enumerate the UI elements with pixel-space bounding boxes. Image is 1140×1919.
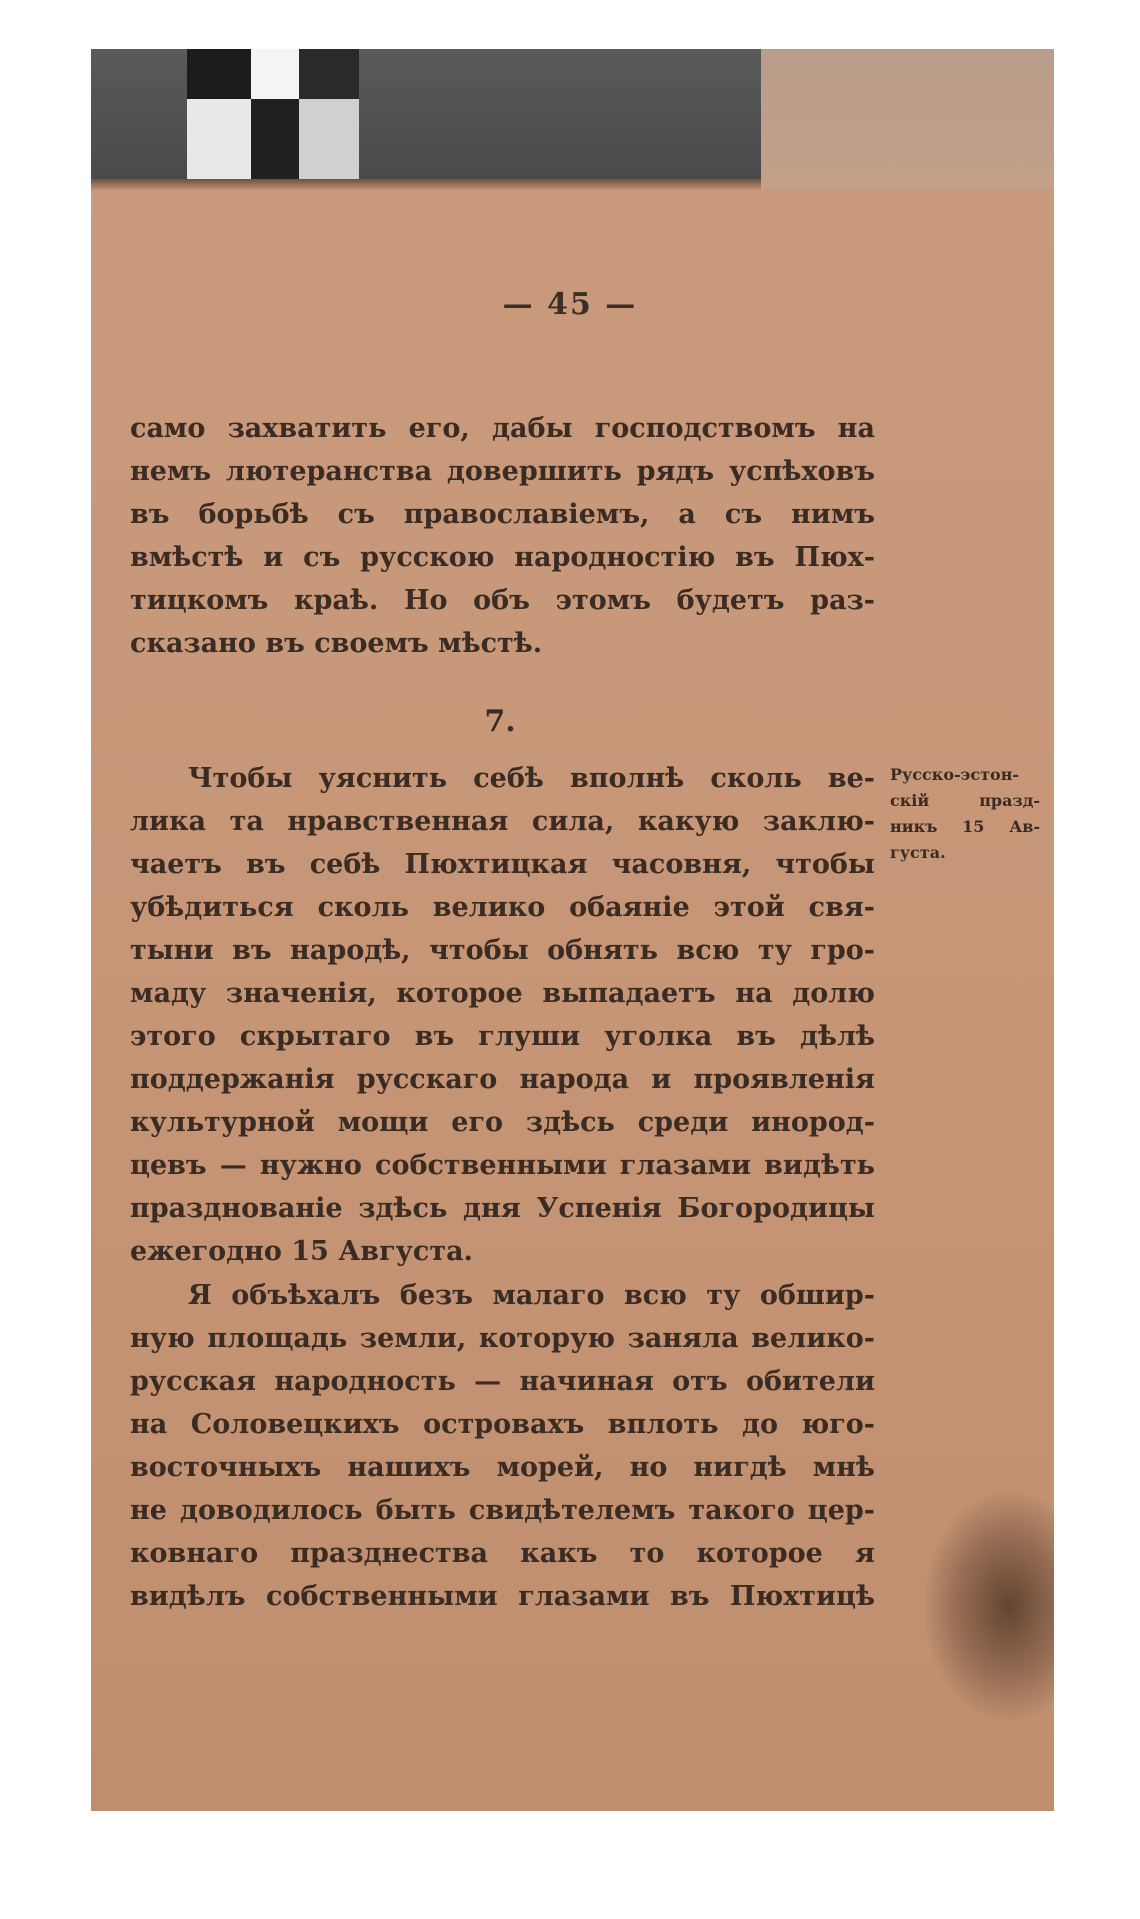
color-calibration-cell xyxy=(251,49,299,99)
scan-header-edge xyxy=(761,49,1054,189)
color-calibration-cell xyxy=(187,49,251,99)
text-line: въ борьбѣ съ православіемъ, а съ нимъ xyxy=(130,499,875,530)
color-calibration-cell xyxy=(251,99,299,179)
text-line: цевъ — нужно собственными глазами видѣть xyxy=(130,1150,875,1181)
paragraph-2 xyxy=(130,757,875,1273)
paragraph-1 xyxy=(130,407,875,665)
corner-shadow xyxy=(924,1491,1054,1721)
text-line: убѣдиться сколь велико обаяніе этой свя- xyxy=(130,892,875,923)
section-number: 7. xyxy=(484,704,516,739)
text-line: сказано въ своемъ мѣстѣ. xyxy=(130,628,543,659)
margin-note-line: никъ 15 Ав- xyxy=(890,817,1040,836)
text-line: русская народность — начиная отъ обители xyxy=(130,1366,875,1397)
text-line: на Соловецкихъ островахъ вплоть до юго- xyxy=(130,1409,875,1440)
margin-note-line: скій празд- xyxy=(890,791,1040,810)
color-calibration-cell xyxy=(299,99,359,179)
text-line: ежегодно 15 Августа. xyxy=(130,1236,473,1267)
margin-note-line: Русско-эстон- xyxy=(890,765,1020,784)
text-line: поддержанія русскаго народа и проявленія xyxy=(130,1064,875,1095)
text-line: чаетъ въ себѣ Пюхтицкая часовня, чтобы xyxy=(130,849,875,880)
scan-header-bar xyxy=(91,49,761,179)
text-line: Чтобы уяснить себѣ вполнѣ сколь ве- xyxy=(188,763,875,794)
text-line: вмѣстѣ и съ русскою народностію въ Пюх- xyxy=(130,542,875,573)
color-calibration-cell xyxy=(187,99,251,179)
scan-header-shadow xyxy=(91,179,761,191)
text-line: этого скрытаго въ глуши уголка въ дѣлѣ xyxy=(130,1021,875,1052)
text-line: восточныхъ нашихъ морей, но нигдѣ мнѣ xyxy=(130,1452,875,1483)
text-line: не доводилось быть свидѣтелемъ такого цер- xyxy=(130,1495,875,1526)
text-line: видѣлъ собственными глазами въ Пюхтицѣ xyxy=(130,1581,875,1612)
text-line: само захватить его, дабы господствомъ на xyxy=(130,413,875,444)
text-line: ную площадь земли, которую заняла велико- xyxy=(130,1323,875,1354)
text-line: культурной мощи его здѣсь среди инород- xyxy=(130,1107,875,1138)
page-number: — 45 — xyxy=(502,287,638,322)
text-line: немъ лютеранства довершить рядъ успѣховъ xyxy=(130,456,875,487)
text-line: празднованіе здѣсь дня Успенія Богородицы xyxy=(130,1193,875,1224)
color-calibration-cell xyxy=(299,49,359,99)
paragraph-3 xyxy=(130,1274,875,1618)
text-line: ковнаго празднества какъ то которое я xyxy=(130,1538,875,1569)
margin-note-line: густа. xyxy=(890,843,946,862)
margin-note xyxy=(890,762,1040,866)
text-line: Я объѣхалъ безъ малаго всю ту обшир- xyxy=(188,1280,875,1311)
text-line: маду значенія, которое выпадаетъ на долю xyxy=(130,978,875,1009)
text-line: лика та нравственная сила, какую заклю- xyxy=(130,806,875,837)
text-line: тыни въ народѣ, чтобы обнять всю ту гро- xyxy=(130,935,875,966)
text-line: тицкомъ краѣ. Но объ этомъ будетъ раз- xyxy=(130,585,875,616)
